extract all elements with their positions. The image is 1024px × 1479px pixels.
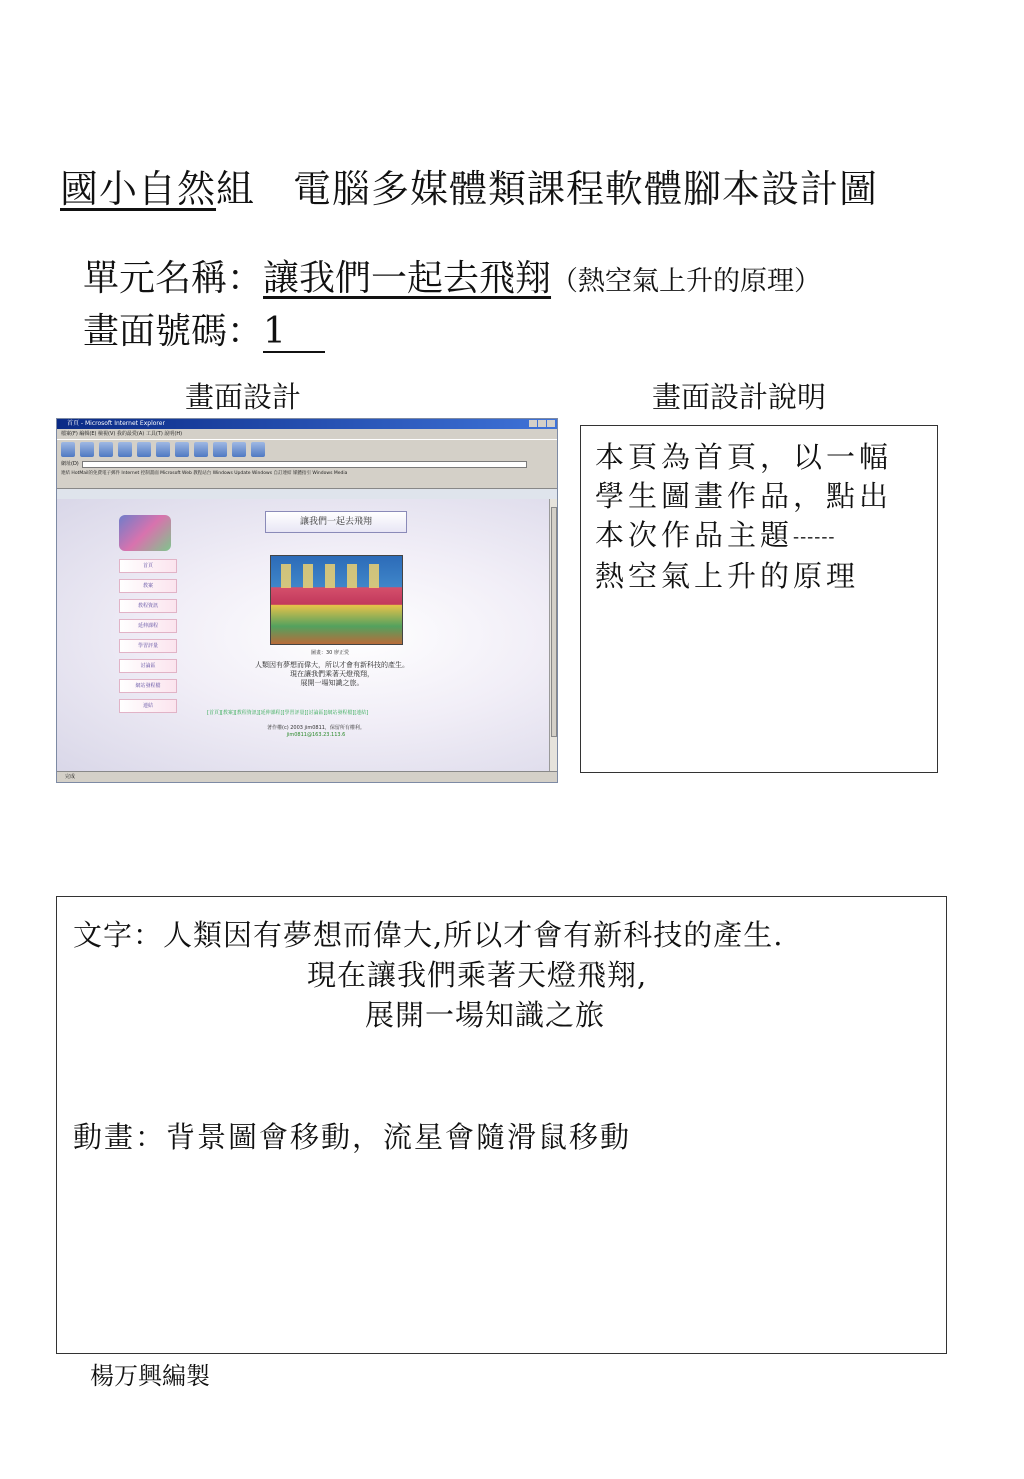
site-logo <box>119 515 171 551</box>
text-line-1: 文字：人類因有夢想而偉大,所以才會有新科技的產生. <box>73 918 784 952</box>
copyright-text: 著作權(c) 2003 jim0811，保留所有權利。 <box>267 725 365 731</box>
browser-status-bar: 完成 <box>57 771 557 782</box>
screen-number-line <box>83 303 325 354</box>
forward-icon <box>80 442 94 457</box>
minimize-icon <box>529 420 537 427</box>
description-dots: ------ <box>793 526 836 548</box>
student-artwork-image <box>270 555 403 645</box>
history-icon <box>194 442 208 457</box>
screen-design-heading: 畫面設計 <box>185 380 302 414</box>
page-copyright <box>267 725 365 739</box>
search-icon <box>156 442 170 457</box>
site-banner: 讓我們一起去飛翔 <box>265 511 407 533</box>
screen-label: 畫面號碼： <box>83 311 264 352</box>
quote-line: 現在讓我們乘著天燈飛翔， <box>290 670 374 678</box>
address-label: 網址(D) <box>61 461 79 467</box>
unit-label: 單元名稱： <box>83 258 264 299</box>
close-icon <box>547 420 555 427</box>
animation-note: 動畫：背景圖會移動，流星會隨滑鼠移動 <box>73 1120 632 1154</box>
design-description-box <box>580 425 938 773</box>
text-line-3: 展開一場知識之旅 <box>365 998 606 1032</box>
site-nav-item: 首頁 <box>119 559 177 573</box>
browser-address-bar <box>57 459 557 469</box>
address-field <box>82 461 527 468</box>
quote-line: 人類因有夢想而偉大，所以才會有新科技的產生。 <box>255 661 409 669</box>
stop-icon <box>99 442 113 457</box>
refresh-icon <box>118 442 132 457</box>
unit-name: 讓我們一起去飛翔 <box>263 258 552 299</box>
browser-links-bar: 連結 HotMail的免費電子郵件 Internet 控制畫面 Microsoft Web 教程站台 Windows Update Windows 自訂連結 媒體指引 Windows Media <box>57 469 557 479</box>
web-page <box>57 499 551 772</box>
unit-subtitle: （熱空氣上升的原理） <box>551 266 822 297</box>
description-line: 熱空氣上升的原理 <box>595 558 860 593</box>
site-nav-item: 學習評量 <box>119 639 177 653</box>
home-icon <box>137 442 151 457</box>
browser-menubar: 檔案(F) 編輯(E) 檢視(V) 我的最愛(A) 工具(T) 說明(H) <box>57 429 557 439</box>
copyright-ip: jim0811@163.23.113.6 <box>286 732 346 738</box>
maximize-icon <box>538 420 546 427</box>
browser-titlebar <box>57 419 557 429</box>
description-line: 本頁為首頁，以一幅 <box>595 440 893 474</box>
favorites-icon <box>175 442 189 457</box>
browser-screenshot <box>56 418 558 783</box>
screen-number: 1 <box>263 313 325 353</box>
site-nav-item: 教程資訊 <box>119 599 177 613</box>
page-quote <box>177 661 487 688</box>
back-icon <box>61 442 75 457</box>
quote-line: 展開一場知識之旅。 <box>300 679 364 687</box>
description-line: 學生圖畫作品，點出 <box>595 479 893 513</box>
text-animation-box <box>56 896 947 1354</box>
browser-scrollbar <box>549 499 557 772</box>
print-icon <box>232 442 246 457</box>
document-title <box>60 158 878 213</box>
author-credit: 楊万興編製 <box>90 1362 210 1390</box>
description-line: 本次作品主題 <box>595 518 794 552</box>
title-underlined-part: 國小自然 <box>60 167 217 211</box>
browser-window-title: 首頁 - Microsoft Internet Explorer <box>67 420 165 427</box>
mail-icon <box>213 442 227 457</box>
screen-design-description-heading: 畫面設計說明 <box>652 380 827 414</box>
artwork-caption: 圖畫：30 廖正愛 <box>311 650 349 656</box>
title-main: 電腦多媒體類課程軟體腳本設計圖 <box>293 167 879 211</box>
site-nav-item: 教案 <box>119 579 177 593</box>
scrollbar-thumb <box>551 507 557 737</box>
browser-toolbar <box>57 439 557 459</box>
unit-name-line <box>83 250 821 301</box>
browser-extra-toolbar <box>57 479 557 489</box>
edit-icon <box>251 442 265 457</box>
site-nav-item: 連結 <box>119 699 177 713</box>
text-line-2: 現在讓我們乘著天燈飛翔, <box>307 958 648 992</box>
site-nav-item: 網站發程檔 <box>119 679 177 693</box>
site-nav-item: 延伸課程 <box>119 619 177 633</box>
site-nav-item: 討論區 <box>119 659 177 673</box>
title-suffix: 組 <box>216 167 256 211</box>
page-footer-nav: [首頁][教案][教程資訊][延伸課程][學習評量][討論區][網站發程檔][連結] <box>207 710 369 716</box>
site-nav <box>119 559 177 713</box>
